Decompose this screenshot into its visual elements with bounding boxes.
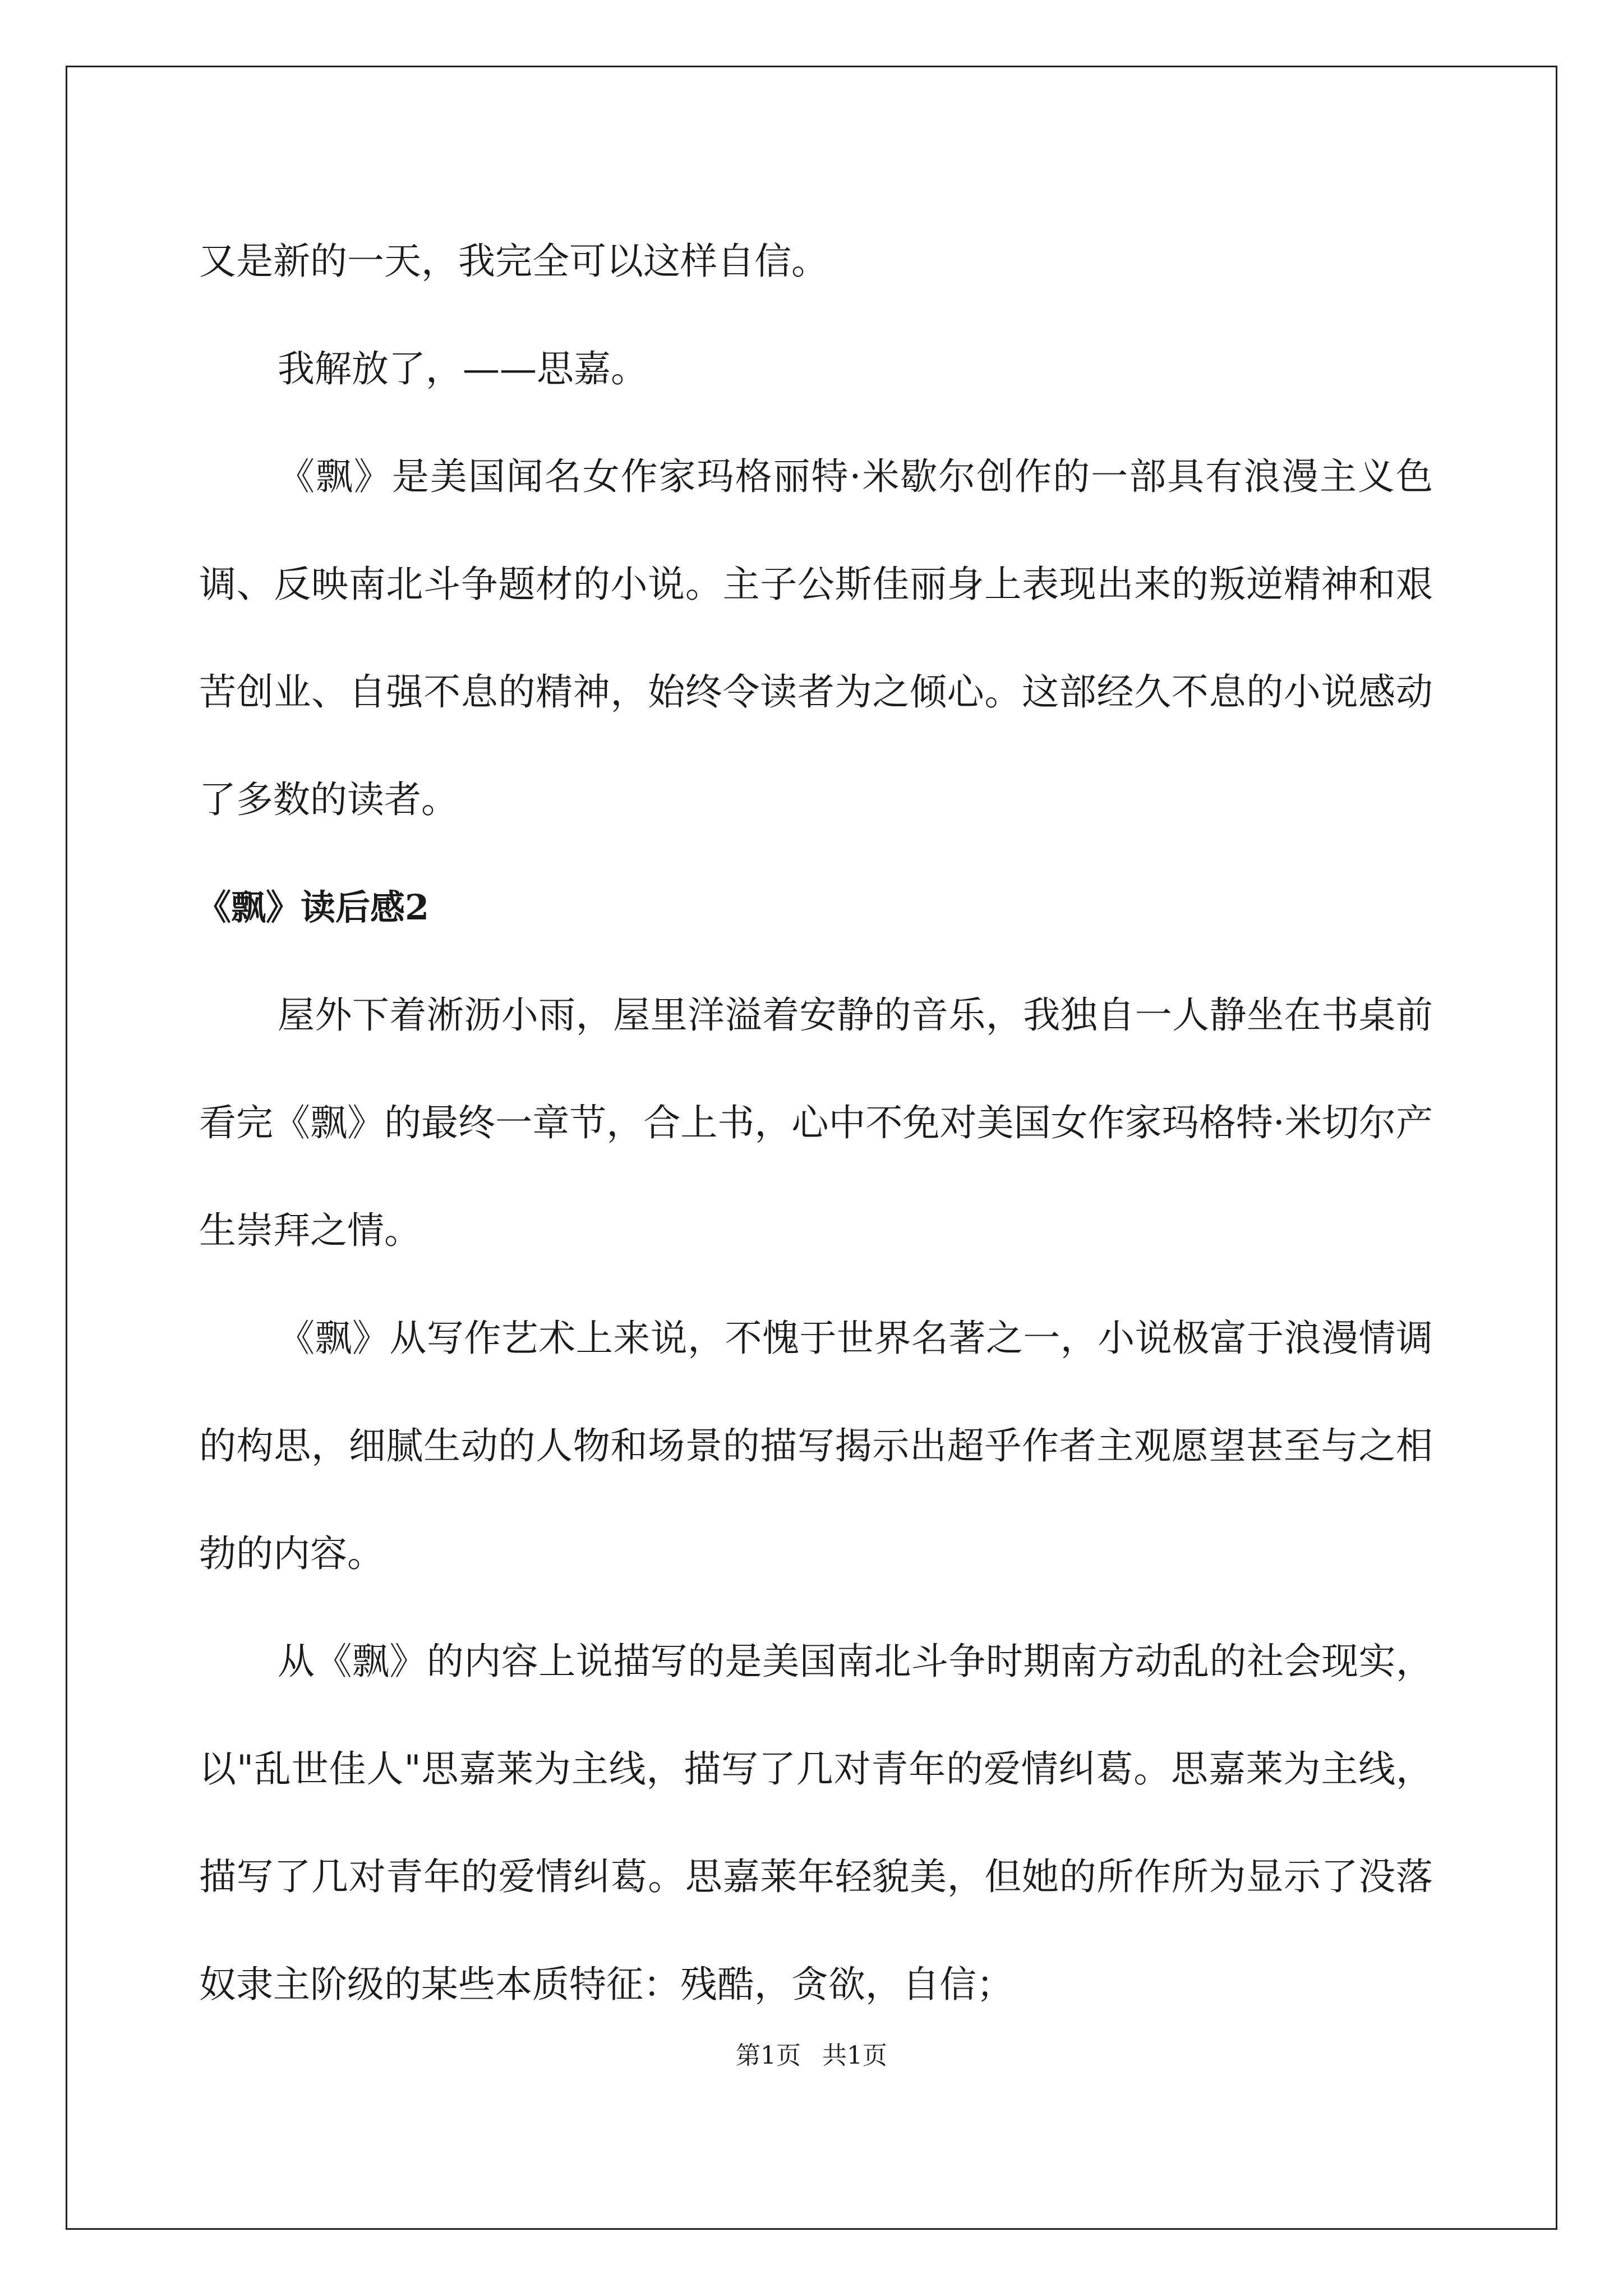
document-body — [196, 208, 1433, 2039]
paragraph-1: 又是新的一天，我完全可以这样自信。 — [199, 240, 828, 283]
paragraph-3: 《飘》是美国闻名女作家玛格丽特·米歇尔创作的一部具有浪漫主义色调、反映南北斗争题材的小说。主子公斯佳丽身上表现出来的叛逆精神和艰苦创业、自强不息的精神，始终令读者为之倾心。这部经久不息的小说感动了多数的读者。 — [199, 455, 1433, 821]
section-paragraph-1: 屋外下着淅沥小雨，屋里洋溢着安静的音乐，我独自一人静坐在书桌前看完《飘》的最终一章节，合上书，心中不免对美国女作家玛格特·米切尔产生崇拜之情。 — [199, 993, 1433, 1252]
paragraph-2: 我解放了，——思嘉。 — [278, 347, 648, 390]
page-total: 共1页 — [822, 2041, 887, 2070]
section-heading: 《飘》读后感2 — [196, 887, 430, 928]
page-footer — [0, 2039, 1623, 2073]
page-number: 第1页 — [736, 2041, 801, 2070]
section-paragraph-2: 《飘》从写作艺术上来说，不愧于世界名著之一，小说极富于浪漫情调的构思，细腻生动的人物和场景的描写揭示出超乎作者主观愿望甚至与之相勃的内容。 — [199, 1317, 1433, 1575]
section-paragraph-3: 从《飘》的内容上说描写的是美国南北斗争时期南方动乱的社会现实，以"乱世佳人"思嘉莱为主线，描写了几对青年的爱情纠葛。思嘉莱为主线，描写了几对青年的爱情纠葛。思嘉莱年轻貌美，但她的所作所为显示了没落奴隶主阶级的某些本质特征：残酷，贪欲，自信； — [199, 1640, 1433, 2006]
